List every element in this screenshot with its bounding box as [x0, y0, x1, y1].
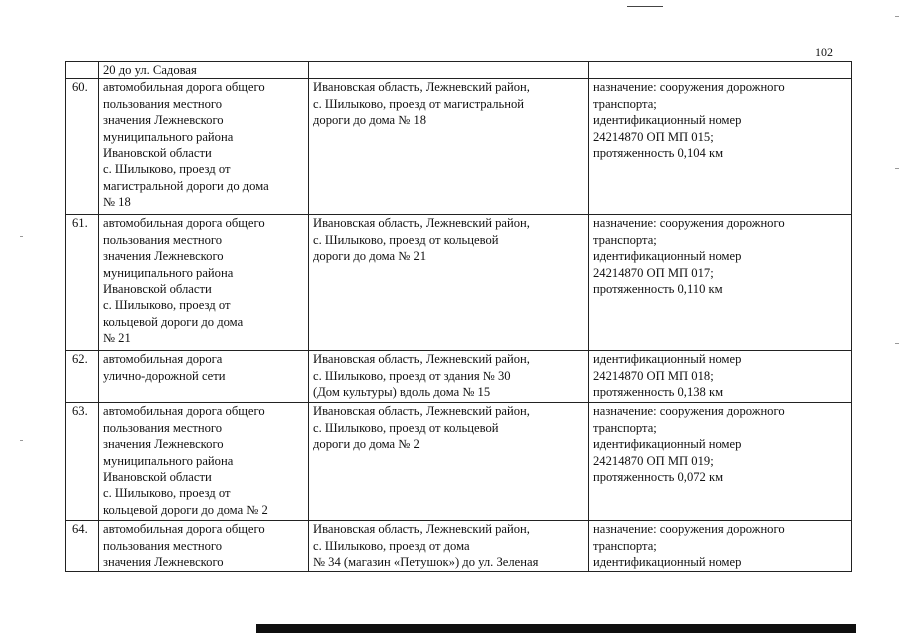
property-register-table [65, 61, 852, 572]
cell-num: 63. [66, 403, 99, 521]
scan-artifact-tick [20, 236, 23, 237]
scan-artifact-bottom-bar [256, 624, 856, 633]
cell-address-empty [309, 62, 589, 79]
table-row [66, 351, 852, 403]
cell-address: Ивановская область, Лежневский район, с. Шилыково, проезд от дома № 34 (магазин «Петушок») до ул. Зеленая [309, 521, 589, 572]
table-row [66, 403, 852, 521]
page-number: 102 [815, 45, 833, 59]
cell-details: идентификационный номер 24214870 ОП МП 018; протяженность 0,138 км [589, 351, 852, 403]
scan-artifact-tick [20, 440, 23, 441]
scan-artifact-tick [895, 168, 899, 169]
cell-num: 64. [66, 521, 99, 572]
cell-details-empty [589, 62, 852, 79]
cell-name: 20 до ул. Садовая [99, 62, 309, 79]
cell-address: Ивановская область, Лежневский район, с. Шилыково, проезд от кольцевой дороги до дома № 2 [309, 403, 589, 521]
cell-address: Ивановская область, Лежневский район, с. Шилыково, проезд от здания № 30 (Дом культуры) вдоль дома № 15 [309, 351, 589, 403]
cell-address: Ивановская область, Лежневский район, с. Шилыково, проезд от магистральной дороги до дома № 18 [309, 79, 589, 215]
cell-address: Ивановская область, Лежневский район, с. Шилыково, проезд от кольцевой дороги до дома № 21 [309, 215, 589, 351]
scan-artifact-tick [895, 343, 899, 344]
cell-name: автомобильная дорога общего пользования местного значения Лежневского муниципального района Ивановской области с. Шилыково, проезд от кольцевой дороги до дома № 21 [99, 215, 309, 351]
table-row [66, 79, 852, 215]
cell-num: 60. [66, 79, 99, 215]
cell-details: назначение: сооружения дорожного транспорта; идентификационный номер [589, 521, 852, 572]
cell-details: назначение: сооружения дорожного транспорта; идентификационный номер 24214870 ОП МП 015; протяженность 0,104 км [589, 79, 852, 215]
cell-name: автомобильная дорога общего пользования местного значения Лежневского муниципального района Ивановской области с. Шилыково, проезд от магистральной дороги до дома № 18 [99, 79, 309, 215]
cell-num: 62. [66, 351, 99, 403]
cell-name: автомобильная дорога улично-дорожной сети [99, 351, 309, 403]
cell-name: автомобильная дорога общего пользования местного значения Лежневского муниципального района Ивановской области с. Шилыково, проезд от кольцевой дороги до дома № 2 [99, 403, 309, 521]
cell-num: 61. [66, 215, 99, 351]
cell-num-empty [66, 62, 99, 79]
cell-name: автомобильная дорога общего пользования местного значения Лежневского [99, 521, 309, 572]
scan-artifact-tick [895, 16, 899, 17]
table-row-continuation [66, 62, 852, 79]
cell-details: назначение: сооружения дорожного транспорта; идентификационный номер 24214870 ОП МП 017; протяженность 0,110 км [589, 215, 852, 351]
cell-details: назначение: сооружения дорожного транспорта; идентификационный номер 24214870 ОП МП 019; протяженность 0,072 км [589, 403, 852, 521]
table-row [66, 521, 852, 572]
scan-artifact-top-line [627, 6, 663, 7]
table-row [66, 215, 852, 351]
